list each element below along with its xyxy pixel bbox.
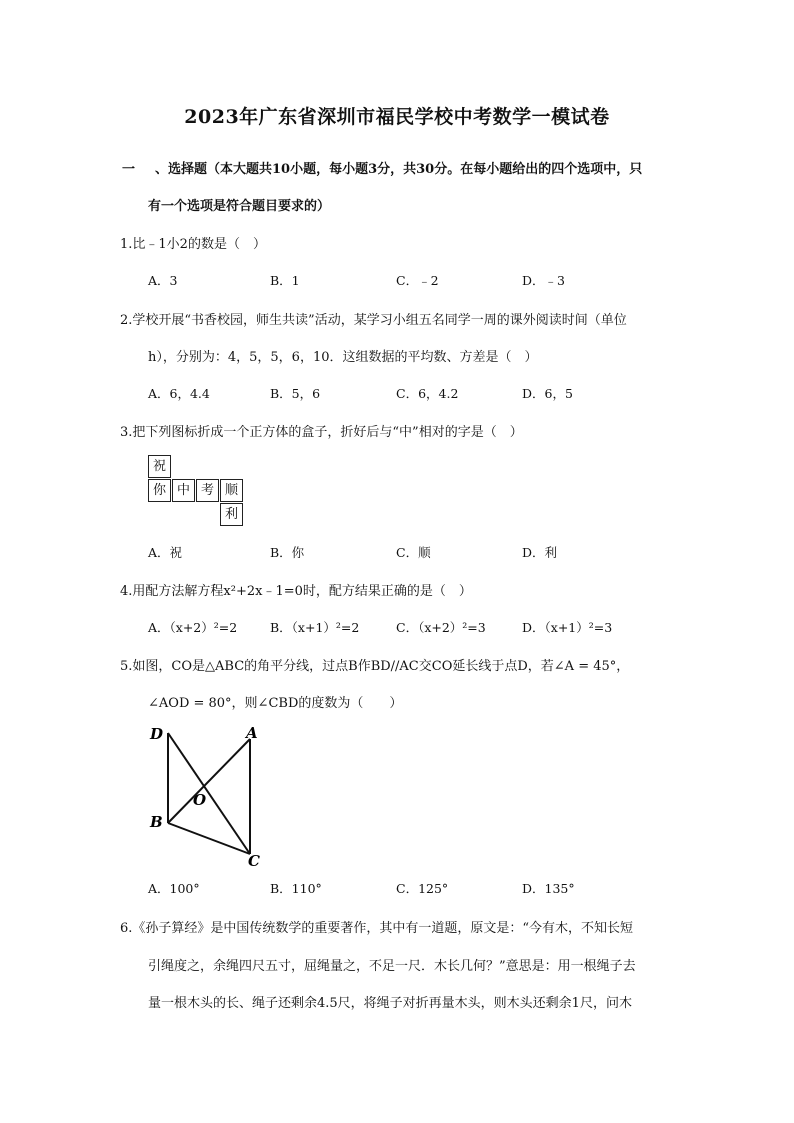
q5-option-a: A．100° [148, 881, 200, 896]
label-o: O [193, 791, 207, 809]
q1-option-c: C．﹣2 [396, 273, 439, 288]
q1-option-d: D．﹣3 [522, 273, 565, 288]
question-2-stem-line2: h），分别为：4，5，5，6，10．这组数据的平均数、方差是（ ） [148, 350, 538, 365]
net-cell-li: 利 [220, 503, 243, 526]
q5-option-d: D．135° [522, 881, 575, 896]
q1-option-a: A．3 [148, 273, 178, 288]
net-cell-kao: 考 [196, 479, 219, 502]
question-5-stem-line1: 5.如图，CO是△ABC的角平分线，过点B作BD//AC交CO延长线于点D，若∠A = 45°， [120, 659, 630, 674]
label-b: B [150, 813, 163, 831]
question-3-stem: 3.把下列图标折成一个正方体的盒子，折好后与“中”相对的字是（ ） [120, 425, 523, 440]
q3-option-b: B．你 [270, 545, 305, 560]
q5-option-b: B．110° [270, 881, 322, 896]
net-cell-zhu: 祝 [148, 455, 171, 478]
section-heading-line1: 、选择题（本大题共10小题，每小题3分，共30分。在每小题给出的四个选项中，只 [155, 162, 643, 177]
q2-option-a: A．6，4.4 [148, 386, 210, 401]
label-a: A [246, 724, 258, 742]
question-5-stem-line2: ∠AOD = 80°，则∠CBD的度数为（ ） [148, 696, 403, 711]
q4-option-a: A．（x+2）²=2 [148, 620, 238, 635]
page-title: 2023年广东省深圳市福民学校中考数学一模试卷 [184, 106, 610, 128]
q4-option-c: C．（x+2）²=3 [396, 620, 486, 635]
question-6-stem-line3: 量一根木头的长、绳子还剩余4.5尺，将绳子对折再量木头，则木头还剩余1尺，问木 [148, 996, 632, 1011]
q1-option-b: B．1 [270, 273, 300, 288]
net-cell-shun: 顺 [220, 479, 243, 502]
question-2-stem-line1: 2.学校开展“书香校园，师生共读”活动，某学习小组五名同学一周的课外阅读时间（单位 [120, 313, 627, 328]
section-number: 一 [122, 162, 136, 177]
q2-option-d: D．6，5 [522, 386, 573, 401]
q2-option-b: B．5，6 [270, 386, 321, 401]
q2-option-c: C．6，4.2 [396, 386, 459, 401]
segment-cb [168, 823, 250, 854]
q4-option-d: D．（x+1）²=3 [522, 620, 613, 635]
question-6-stem-line2: 引绳度之，余绳四尺五寸，屈绳量之，不足一尺．木长几何？”意思是：用一根绳子去 [148, 959, 636, 974]
label-d: D [150, 725, 164, 743]
q3-option-a: A．祝 [148, 545, 183, 560]
section-heading-line2: 有一个选项是符合题目要求的） [148, 199, 331, 214]
question-1-stem: 1.比﹣1小2的数是（ ） [120, 237, 266, 252]
q5-option-c: C．125° [396, 881, 449, 896]
question-4-stem: 4.用配方法解方程x²+2x﹣1=0时，配方结果正确的是（ ） [120, 584, 472, 599]
triangle-figure [140, 720, 280, 870]
net-cell-ni: 你 [148, 479, 171, 502]
label-c: C [248, 852, 260, 870]
q3-option-c: C．顺 [396, 545, 431, 560]
q4-option-b: B．（x+1）²=2 [270, 620, 360, 635]
question-6-stem-line1: 6.《孙子算经》是中国传统数学的重要著作，其中有一道题，原文是：“今有木，不知长短 [120, 921, 634, 936]
net-cell-zhong: 中 [172, 479, 195, 502]
q3-option-d: D．利 [522, 545, 558, 560]
